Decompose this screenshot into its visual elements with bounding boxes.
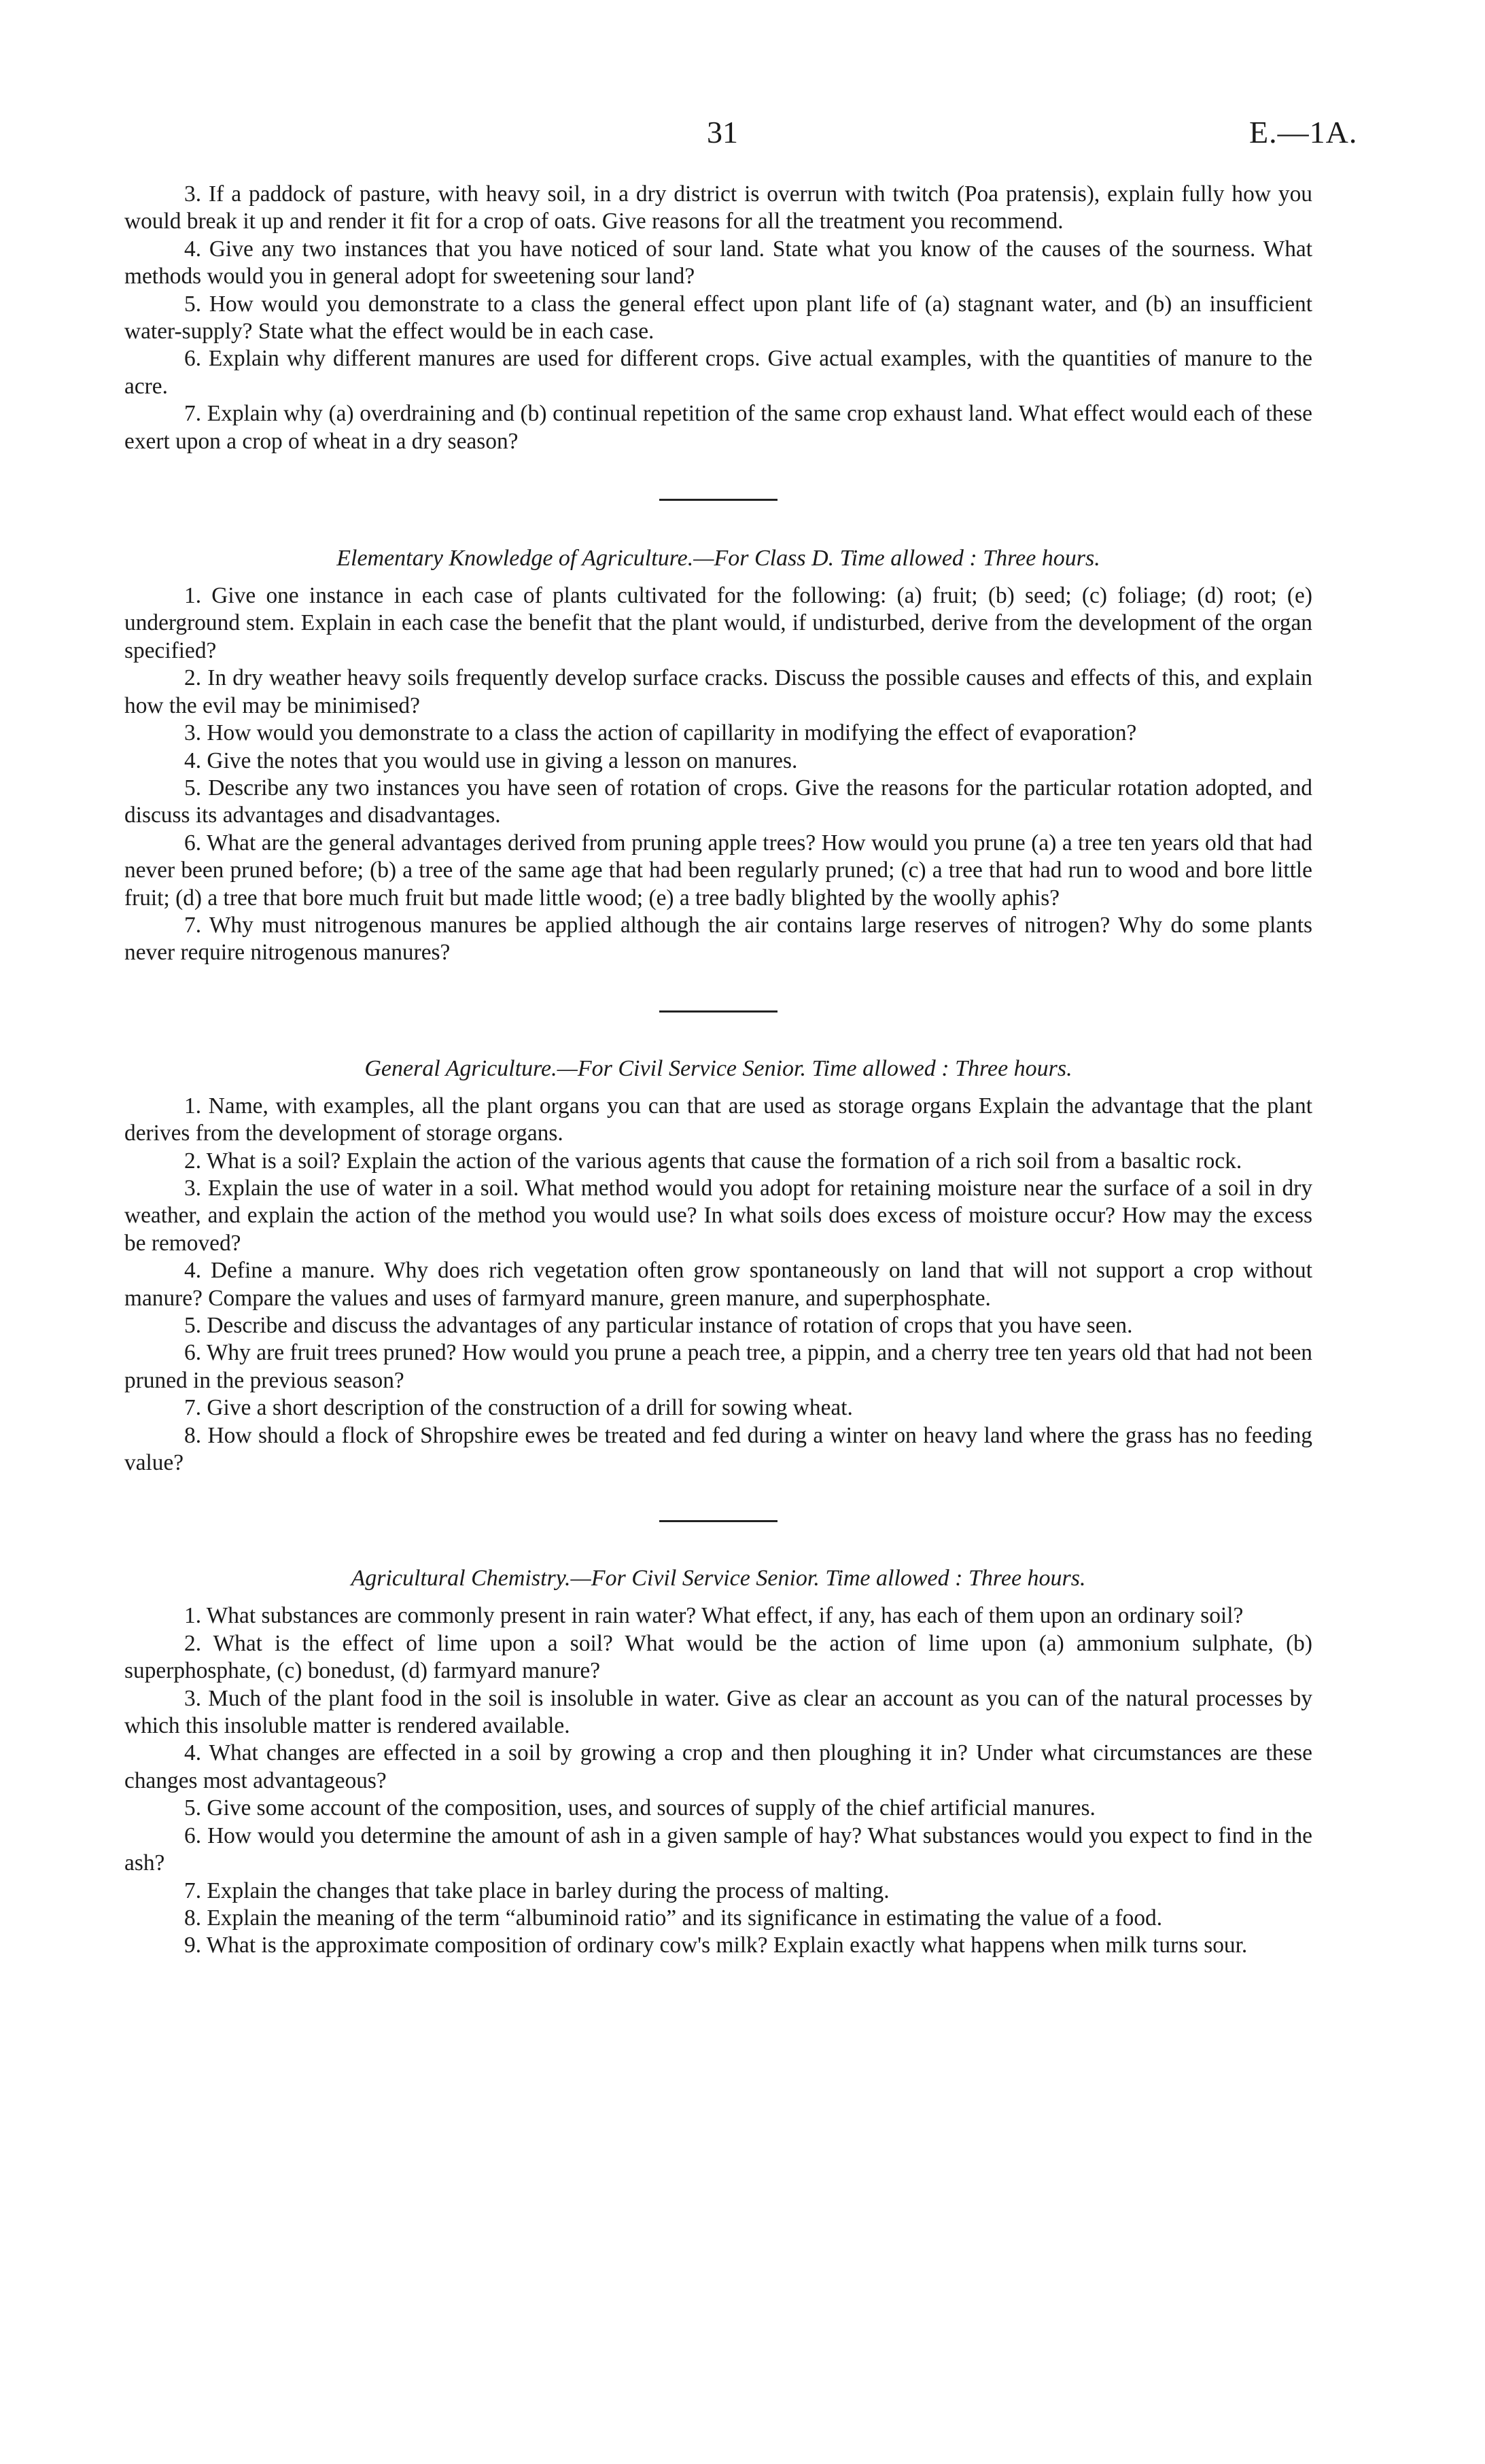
question: 2. In dry weather heavy soils frequently develop surface cracks. Discuss the possible causes and effects of this, and explain how the evil may be minimised? [124, 665, 1312, 718]
question: 6. Explain why different manures are used for different crops. Give actual examples, with the quantities of manure to the acre. [124, 346, 1312, 399]
question: 8. How should a flock of Shropshire ewes be treated and fed during a winter on heavy land where the grass has no feeding value? [124, 1422, 1312, 1476]
question: 5. Give some account of the composition, uses, and sources of supply of the chief artificial manures. [184, 1795, 1096, 1821]
section-title: Agricultural Chemistry.—For Civil Service Senior. Time allowed : Three hours. [351, 1566, 1086, 1591]
question: 3. If a paddock of pasture, with heavy soil, in a dry district is overrun with twitch (Poa pratensis), explain fully how you would break it up and render it fit for a crop of oats. Give reasons for all the treatment you recommend. [124, 181, 1312, 234]
continued-questions [124, 181, 1312, 455]
question: 9. What is the approximate composition of ordinary cow's milk? Explain exactly what happens when milk turns sour. [184, 1933, 1248, 1958]
question: 6. How would you determine the amount of ash in a given sample of hay? What substances would you expect to find in the ash? [124, 1823, 1312, 1876]
exam-section-elementary-agriculture [124, 544, 1312, 967]
question: 3. Much of the plant food in the soil is insoluble in water. Give as clear an account as you can of the natural processes by which this insoluble matter is rendered available. [124, 1685, 1312, 1739]
section-divider [659, 1520, 778, 1522]
exam-section-general-agriculture [124, 1055, 1312, 1477]
question: 2. What is the effect of lime upon a soil? What would be the action of lime upon (a) ammonium sulphate, (b) superphosphate, (c) bonedust, (d) farmyard manure? [124, 1630, 1312, 1684]
question: 4. Give any two instances that you have noticed of sour land. State what you know of the causes of the sourness. What methods would you in general adopt for sweetening sour land? [124, 236, 1312, 289]
question: 5. Describe any two instances you have seen of rotation of crops. Give the reasons for the particular rotation adopted, and discuss its advantages and disadvantages. [124, 775, 1312, 828]
question: 2. What is a soil? Explain the action of the various agents that cause the formation of a rich soil from a basaltic rock. [184, 1148, 1242, 1174]
question: 1. Give one instance in each case of plants cultivated for the following: (a) fruit; (b) seed; (c) foliage; (d) root; (e) underground stem. Explain in each case the benefit that the plant would, if undisturbed, derive from the development of the organ specified? [124, 583, 1312, 663]
section-divider [659, 1010, 778, 1013]
section-title: General Agriculture.—For Civil Service Senior. Time allowed : Three hours. [364, 1055, 1072, 1081]
question: 4. Define a manure. Why does rich vegetation often grow spontaneously on land that will not support a crop without manure? Compare the values and uses of farmyard manure, green manure, and superphosphate. [124, 1258, 1312, 1311]
question: 7. Why must nitrogenous manures be applied although the air contains large reserves of nitrogen? Why do some plants never require nitrogenous manures? [124, 912, 1312, 966]
exam-section-agricultural-chemistry [124, 1564, 1312, 1959]
section-divider [659, 499, 778, 501]
question: 3. Explain the use of water in a soil. What method would you adopt for retaining moisture near the surface of a soil in dry weather, and explain the action of the method you would use? In what soils does excess of moisture occur? How may the excess be removed? [124, 1175, 1312, 1256]
question: 7. Explain the changes that take place in barley during the process of malting. [184, 1878, 890, 1903]
document-reference: E.—1A. [1249, 115, 1358, 149]
question: 8. Explain the meaning of the term “albuminoid ratio” and its significance in estimating the value of a food. [184, 1905, 1163, 1931]
question: 1. What substances are commonly present in rain water? What effect, if any, has each of them upon an ordinary soil? [184, 1603, 1244, 1629]
question: 4. What changes are effected in a soil by growing a crop and then ploughing it in? Under what circumstances are these changes most advantageous? [124, 1740, 1312, 1793]
page-body [124, 181, 1312, 1960]
section-title: Elementary Knowledge of Agriculture.—For Class D. Time allowed : Three hours. [336, 546, 1100, 571]
question: 3. How would you demonstrate to a class the action of capillarity in modifying the effect of evaporation? [184, 720, 1137, 746]
question: 1. Name, with examples, all the plant organs you can that are used as storage organs Explain the advantage that the plant derives from the development of storage organs. [124, 1093, 1312, 1146]
question: 6. What are the general advantages derived from pruning apple trees? How would you prune (a) a tree ten years old that had never been pruned before; (b) a tree of the same age that had been regularly pruned; (c) a tree that had run to wood and bore little fruit; (d) a tree that bore much fruit but made little wood; (e) a tree badly blighted by the woolly aphis? [124, 830, 1312, 911]
page-number: 31 [707, 115, 738, 149]
question: 7. Give a short description of the construction of a drill for sowing wheat. [184, 1395, 853, 1421]
question: 5. Describe and discuss the advantages of any particular instance of rotation of crops that you have seen. [184, 1313, 1133, 1338]
question: 6. Why are fruit trees pruned? How would you prune a peach tree, a pippin, and a cherry tree ten years old that had not been pruned in the previous season? [124, 1340, 1312, 1393]
question: 7. Explain why (a) overdraining and (b) continual repetition of the same crop exhaust land. What effect would each of these exert upon a crop of wheat in a dry season? [124, 401, 1312, 454]
question: 4. Give the notes that you would use in giving a lesson on manures. [184, 747, 798, 773]
question: 5. How would you demonstrate to a class the general effect upon plant life of (a) stagnant water, and (b) an insufficient water-supply? State what the effect would be in each case. [124, 291, 1312, 345]
